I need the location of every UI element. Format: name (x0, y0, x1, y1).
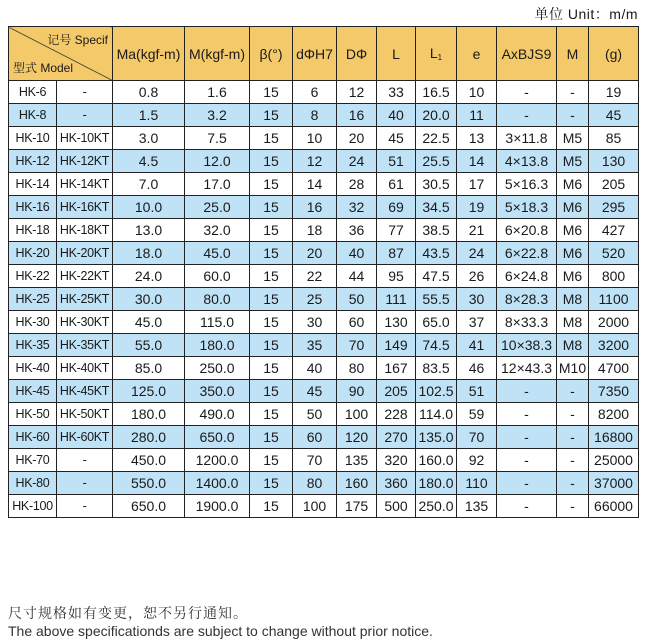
cell-e: 11 (457, 104, 497, 127)
cell-beta: 15 (250, 127, 293, 150)
cell-d-h7: 8 (293, 104, 337, 127)
table-row (9, 265, 639, 288)
cell-model: HK-8 (9, 104, 57, 127)
cell-e: 46 (457, 357, 497, 380)
cell-l1: 65.0 (416, 311, 457, 334)
cell-ma: 24.0 (113, 265, 185, 288)
table-row (9, 472, 639, 495)
cell-d-h7: 10 (293, 127, 337, 150)
cell-weight: 85 (589, 127, 639, 150)
cell-d-h7: 18 (293, 219, 337, 242)
cell-model: HK-16 (9, 196, 57, 219)
cell-model: HK-10 (9, 127, 57, 150)
cell-kt-model: HK-10KT (57, 127, 113, 150)
cell-kt-model: HK-14KT (57, 173, 113, 196)
cell-e: 24 (457, 242, 497, 265)
cell-screw: M6 (557, 242, 589, 265)
cell-ma: 0.8 (113, 81, 185, 104)
cell-l: 130 (377, 311, 416, 334)
table-row (9, 150, 639, 173)
cell-keyway: - (497, 449, 557, 472)
cell-weight: 8200 (589, 403, 639, 426)
cell-d-h7: 100 (293, 495, 337, 518)
table-row (9, 380, 639, 403)
cell-d-h7: 40 (293, 357, 337, 380)
cell-l1: 250.0 (416, 495, 457, 518)
cell-d-h7: 50 (293, 403, 337, 426)
cell-model: HK-80 (9, 472, 57, 495)
cell-beta: 15 (250, 403, 293, 426)
cell-m-kgf: 490.0 (185, 403, 250, 426)
table-row (9, 173, 639, 196)
cell-m-kgf: 350.0 (185, 380, 250, 403)
cell-l: 61 (377, 173, 416, 196)
cell-weight: 25000 (589, 449, 639, 472)
cell-m-kgf: 32.0 (185, 219, 250, 242)
cell-l1: 160.0 (416, 449, 457, 472)
cell-keyway: - (497, 104, 557, 127)
spec-table (8, 26, 639, 518)
cell-l1: 135.0 (416, 426, 457, 449)
cell-keyway: 5×16.3 (497, 173, 557, 196)
cell-weight: 19 (589, 81, 639, 104)
cell-weight: 2000 (589, 311, 639, 334)
cell-e: 10 (457, 81, 497, 104)
cell-ma: 13.0 (113, 219, 185, 242)
cell-keyway: - (497, 495, 557, 518)
cell-l: 87 (377, 242, 416, 265)
cell-e: 92 (457, 449, 497, 472)
cell-l1: 22.5 (416, 127, 457, 150)
cell-weight: 520 (589, 242, 639, 265)
table-row (9, 403, 639, 426)
cell-screw: - (557, 472, 589, 495)
spec-table-body (9, 81, 639, 518)
cell-d-h7: 35 (293, 334, 337, 357)
table-row (9, 495, 639, 518)
cell-e: 30 (457, 288, 497, 311)
cell-d-phi: 28 (337, 173, 377, 196)
cell-d-h7: 45 (293, 380, 337, 403)
table-row (9, 242, 639, 265)
cell-l: 51 (377, 150, 416, 173)
cell-weight: 205 (589, 173, 639, 196)
cell-e: 26 (457, 265, 497, 288)
cell-beta: 15 (250, 150, 293, 173)
cell-l: 167 (377, 357, 416, 380)
col-header-l1-letter: L (429, 45, 438, 61)
cell-l: 69 (377, 196, 416, 219)
cell-screw: - (557, 81, 589, 104)
cell-e: 17 (457, 173, 497, 196)
cell-l1: 34.5 (416, 196, 457, 219)
cell-m-kgf: 3.2 (185, 104, 250, 127)
footnote-english: The above specificationds are subject to change without prior notice. (8, 623, 433, 639)
cell-model: HK-35 (9, 334, 57, 357)
cell-m-kgf: 1400.0 (185, 472, 250, 495)
cell-e: 19 (457, 196, 497, 219)
cell-screw: M8 (557, 288, 589, 311)
cell-screw: M6 (557, 196, 589, 219)
cell-screw: M5 (557, 150, 589, 173)
cell-l1: 114.0 (416, 403, 457, 426)
cell-keyway: - (497, 380, 557, 403)
col-header-l: L (377, 27, 416, 81)
cell-ma: 180.0 (113, 403, 185, 426)
cell-l1: 20.0 (416, 104, 457, 127)
cell-d-phi: 40 (337, 242, 377, 265)
cell-weight: 427 (589, 219, 639, 242)
cell-l: 40 (377, 104, 416, 127)
cell-m-kgf: 17.0 (185, 173, 250, 196)
cell-l: 360 (377, 472, 416, 495)
cell-keyway: 5×18.3 (497, 196, 557, 219)
cell-l1: 30.5 (416, 173, 457, 196)
cell-ma: 45.0 (113, 311, 185, 334)
cell-l: 149 (377, 334, 416, 357)
cell-l: 111 (377, 288, 416, 311)
cell-beta: 15 (250, 242, 293, 265)
cell-l1: 38.5 (416, 219, 457, 242)
cell-model: HK-12 (9, 150, 57, 173)
cell-e: 70 (457, 426, 497, 449)
cell-kt-model: - (57, 495, 113, 518)
cell-l: 33 (377, 81, 416, 104)
cell-l: 205 (377, 380, 416, 403)
cell-beta: 15 (250, 380, 293, 403)
cell-d-phi: 120 (337, 426, 377, 449)
cell-m-kgf: 1200.0 (185, 449, 250, 472)
cell-screw: M6 (557, 173, 589, 196)
table-row (9, 196, 639, 219)
cell-d-h7: 30 (293, 311, 337, 334)
cell-d-phi: 100 (337, 403, 377, 426)
cell-d-phi: 90 (337, 380, 377, 403)
cell-l: 95 (377, 265, 416, 288)
cell-ma: 10.0 (113, 196, 185, 219)
cell-model: HK-6 (9, 81, 57, 104)
cell-e: 59 (457, 403, 497, 426)
cell-l1: 55.5 (416, 288, 457, 311)
cell-model: HK-25 (9, 288, 57, 311)
cell-d-phi: 24 (337, 150, 377, 173)
cell-weight: 66000 (589, 495, 639, 518)
cell-ma: 85.0 (113, 357, 185, 380)
col-header-m-kgf: M(kgf-m) (185, 27, 250, 81)
cell-l: 77 (377, 219, 416, 242)
cell-weight: 130 (589, 150, 639, 173)
cell-d-phi: 160 (337, 472, 377, 495)
cell-l1: 102.5 (416, 380, 457, 403)
cell-screw: - (557, 403, 589, 426)
cell-d-h7: 70 (293, 449, 337, 472)
cell-m-kgf: 250.0 (185, 357, 250, 380)
cell-screw: M8 (557, 311, 589, 334)
cell-weight: 16800 (589, 426, 639, 449)
cell-screw: M8 (557, 334, 589, 357)
cell-d-phi: 20 (337, 127, 377, 150)
cell-kt-model: HK-50KT (57, 403, 113, 426)
cell-weight: 37000 (589, 472, 639, 495)
cell-beta: 15 (250, 426, 293, 449)
cell-kt-model: - (57, 104, 113, 127)
footnote-chinese: 尺寸规格如有变更，恕不另行通知。 (8, 605, 248, 621)
cell-d-phi: 60 (337, 311, 377, 334)
cell-kt-model: - (57, 472, 113, 495)
table-row (9, 426, 639, 449)
cell-ma: 4.5 (113, 150, 185, 173)
cell-model: HK-100 (9, 495, 57, 518)
cell-weight: 800 (589, 265, 639, 288)
cell-kt-model: HK-30KT (57, 311, 113, 334)
table-row (9, 104, 639, 127)
cell-l: 270 (377, 426, 416, 449)
cell-d-h7: 25 (293, 288, 337, 311)
cell-m-kgf: 115.0 (185, 311, 250, 334)
cell-keyway: - (497, 403, 557, 426)
cell-e: 21 (457, 219, 497, 242)
cell-keyway: 3×11.8 (497, 127, 557, 150)
cell-e: 135 (457, 495, 497, 518)
cell-ma: 30.0 (113, 288, 185, 311)
cell-d-h7: 16 (293, 196, 337, 219)
cell-d-h7: 60 (293, 426, 337, 449)
cell-keyway: - (497, 472, 557, 495)
cell-m-kgf: 650.0 (185, 426, 250, 449)
cell-kt-model: HK-35KT (57, 334, 113, 357)
cell-beta: 15 (250, 104, 293, 127)
cell-model: HK-30 (9, 311, 57, 334)
corner-header (9, 27, 113, 81)
col-header-l1 (416, 27, 457, 81)
cell-d-phi: 135 (337, 449, 377, 472)
cell-d-phi: 44 (337, 265, 377, 288)
header-row (9, 27, 639, 81)
cell-l1: 74.5 (416, 334, 457, 357)
table-row (9, 449, 639, 472)
cell-m-kgf: 45.0 (185, 242, 250, 265)
cell-e: 110 (457, 472, 497, 495)
table-row (9, 288, 639, 311)
cell-d-phi: 12 (337, 81, 377, 104)
cell-keyway: 6×22.8 (497, 242, 557, 265)
table-row (9, 311, 639, 334)
cell-l1: 16.5 (416, 81, 457, 104)
cell-weight: 45 (589, 104, 639, 127)
cell-model: HK-20 (9, 242, 57, 265)
cell-screw: - (557, 449, 589, 472)
cell-e: 14 (457, 150, 497, 173)
cell-l: 500 (377, 495, 416, 518)
cell-d-phi: 175 (337, 495, 377, 518)
cell-l: 228 (377, 403, 416, 426)
cell-kt-model: HK-22KT (57, 265, 113, 288)
cell-screw: - (557, 104, 589, 127)
cell-d-phi: 16 (337, 104, 377, 127)
cell-ma: 450.0 (113, 449, 185, 472)
cell-d-h7: 20 (293, 242, 337, 265)
cell-screw: M6 (557, 265, 589, 288)
cell-m-kgf: 80.0 (185, 288, 250, 311)
cell-keyway: - (497, 81, 557, 104)
cell-ma: 280.0 (113, 426, 185, 449)
cell-m-kgf: 7.5 (185, 127, 250, 150)
col-header-e: e (457, 27, 497, 81)
cell-weight: 1100 (589, 288, 639, 311)
cell-kt-model: HK-25KT (57, 288, 113, 311)
cell-m-kgf: 1.6 (185, 81, 250, 104)
cell-model: HK-40 (9, 357, 57, 380)
cell-weight: 295 (589, 196, 639, 219)
col-header-keyway: AxBJS9 (497, 27, 557, 81)
cell-model: HK-22 (9, 265, 57, 288)
unit-label: 单位 Unit：m/m (534, 6, 638, 22)
cell-ma: 650.0 (113, 495, 185, 518)
cell-kt-model: HK-40KT (57, 357, 113, 380)
cell-l: 320 (377, 449, 416, 472)
cell-kt-model: HK-16KT (57, 196, 113, 219)
cell-beta: 15 (250, 219, 293, 242)
cell-e: 41 (457, 334, 497, 357)
col-header-ma: Ma(kgf-m) (113, 27, 185, 81)
cell-keyway: 6×24.8 (497, 265, 557, 288)
cell-keyway: 10×38.3 (497, 334, 557, 357)
cell-beta: 15 (250, 311, 293, 334)
cell-model: HK-50 (9, 403, 57, 426)
cell-beta: 15 (250, 495, 293, 518)
cell-model: HK-45 (9, 380, 57, 403)
cell-l1: 25.5 (416, 150, 457, 173)
cell-d-phi: 32 (337, 196, 377, 219)
table-row (9, 127, 639, 150)
col-header-weight: (g) (589, 27, 639, 81)
cell-screw: M6 (557, 219, 589, 242)
cell-kt-model: HK-45KT (57, 380, 113, 403)
cell-ma: 3.0 (113, 127, 185, 150)
cell-screw: - (557, 426, 589, 449)
cell-keyway: 6×20.8 (497, 219, 557, 242)
cell-d-h7: 6 (293, 81, 337, 104)
table-row (9, 219, 639, 242)
cell-screw: M5 (557, 127, 589, 150)
cell-kt-model: - (57, 81, 113, 104)
cell-d-phi: 36 (337, 219, 377, 242)
cell-l: 45 (377, 127, 416, 150)
cell-beta: 15 (250, 265, 293, 288)
cell-kt-model: HK-20KT (57, 242, 113, 265)
cell-ma: 55.0 (113, 334, 185, 357)
col-header-beta: β(°) (250, 27, 293, 81)
cell-ma: 550.0 (113, 472, 185, 495)
cell-beta: 15 (250, 472, 293, 495)
cell-beta: 15 (250, 173, 293, 196)
cell-d-h7: 14 (293, 173, 337, 196)
col-header-d-h7: dΦH7 (293, 27, 337, 81)
cell-kt-model: - (57, 449, 113, 472)
cell-m-kgf: 180.0 (185, 334, 250, 357)
cell-e: 13 (457, 127, 497, 150)
cell-beta: 15 (250, 357, 293, 380)
cell-d-h7: 22 (293, 265, 337, 288)
cell-beta: 15 (250, 288, 293, 311)
cell-beta: 15 (250, 196, 293, 219)
cell-m-kgf: 25.0 (185, 196, 250, 219)
col-header-l1-subscript: 1 (437, 53, 443, 62)
cell-keyway: 8×28.3 (497, 288, 557, 311)
cell-ma: 7.0 (113, 173, 185, 196)
corner-model-label: 型式 Model (13, 61, 74, 75)
cell-beta: 15 (250, 334, 293, 357)
cell-e: 37 (457, 311, 497, 334)
cell-e: 51 (457, 380, 497, 403)
cell-screw: - (557, 495, 589, 518)
cell-l1: 83.5 (416, 357, 457, 380)
table-row (9, 357, 639, 380)
cell-d-phi: 80 (337, 357, 377, 380)
cell-model: HK-60 (9, 426, 57, 449)
cell-d-h7: 12 (293, 150, 337, 173)
col-header-screw: M (557, 27, 589, 81)
cell-weight: 7350 (589, 380, 639, 403)
cell-m-kgf: 12.0 (185, 150, 250, 173)
table-row (9, 334, 639, 357)
cell-ma: 125.0 (113, 380, 185, 403)
cell-keyway: 12×43.3 (497, 357, 557, 380)
cell-screw: M10 (557, 357, 589, 380)
cell-beta: 15 (250, 81, 293, 104)
cell-ma: 18.0 (113, 242, 185, 265)
cell-screw: - (557, 380, 589, 403)
cell-d-phi: 50 (337, 288, 377, 311)
cell-l1: 47.5 (416, 265, 457, 288)
cell-model: HK-18 (9, 219, 57, 242)
col-header-d-phi: DΦ (337, 27, 377, 81)
cell-weight: 3200 (589, 334, 639, 357)
cell-d-h7: 80 (293, 472, 337, 495)
cell-model: HK-14 (9, 173, 57, 196)
cell-keyway: - (497, 426, 557, 449)
corner-specif-label: 记号 Specif (47, 33, 108, 47)
cell-kt-model: HK-12KT (57, 150, 113, 173)
cell-model: HK-70 (9, 449, 57, 472)
cell-m-kgf: 1900.0 (185, 495, 250, 518)
cell-l1: 43.5 (416, 242, 457, 265)
table-row (9, 81, 639, 104)
cell-m-kgf: 60.0 (185, 265, 250, 288)
cell-ma: 1.5 (113, 104, 185, 127)
cell-l1: 180.0 (416, 472, 457, 495)
cell-beta: 15 (250, 449, 293, 472)
cell-weight: 4700 (589, 357, 639, 380)
cell-kt-model: HK-60KT (57, 426, 113, 449)
cell-kt-model: HK-18KT (57, 219, 113, 242)
cell-keyway: 4×13.8 (497, 150, 557, 173)
cell-keyway: 8×33.3 (497, 311, 557, 334)
cell-d-phi: 70 (337, 334, 377, 357)
